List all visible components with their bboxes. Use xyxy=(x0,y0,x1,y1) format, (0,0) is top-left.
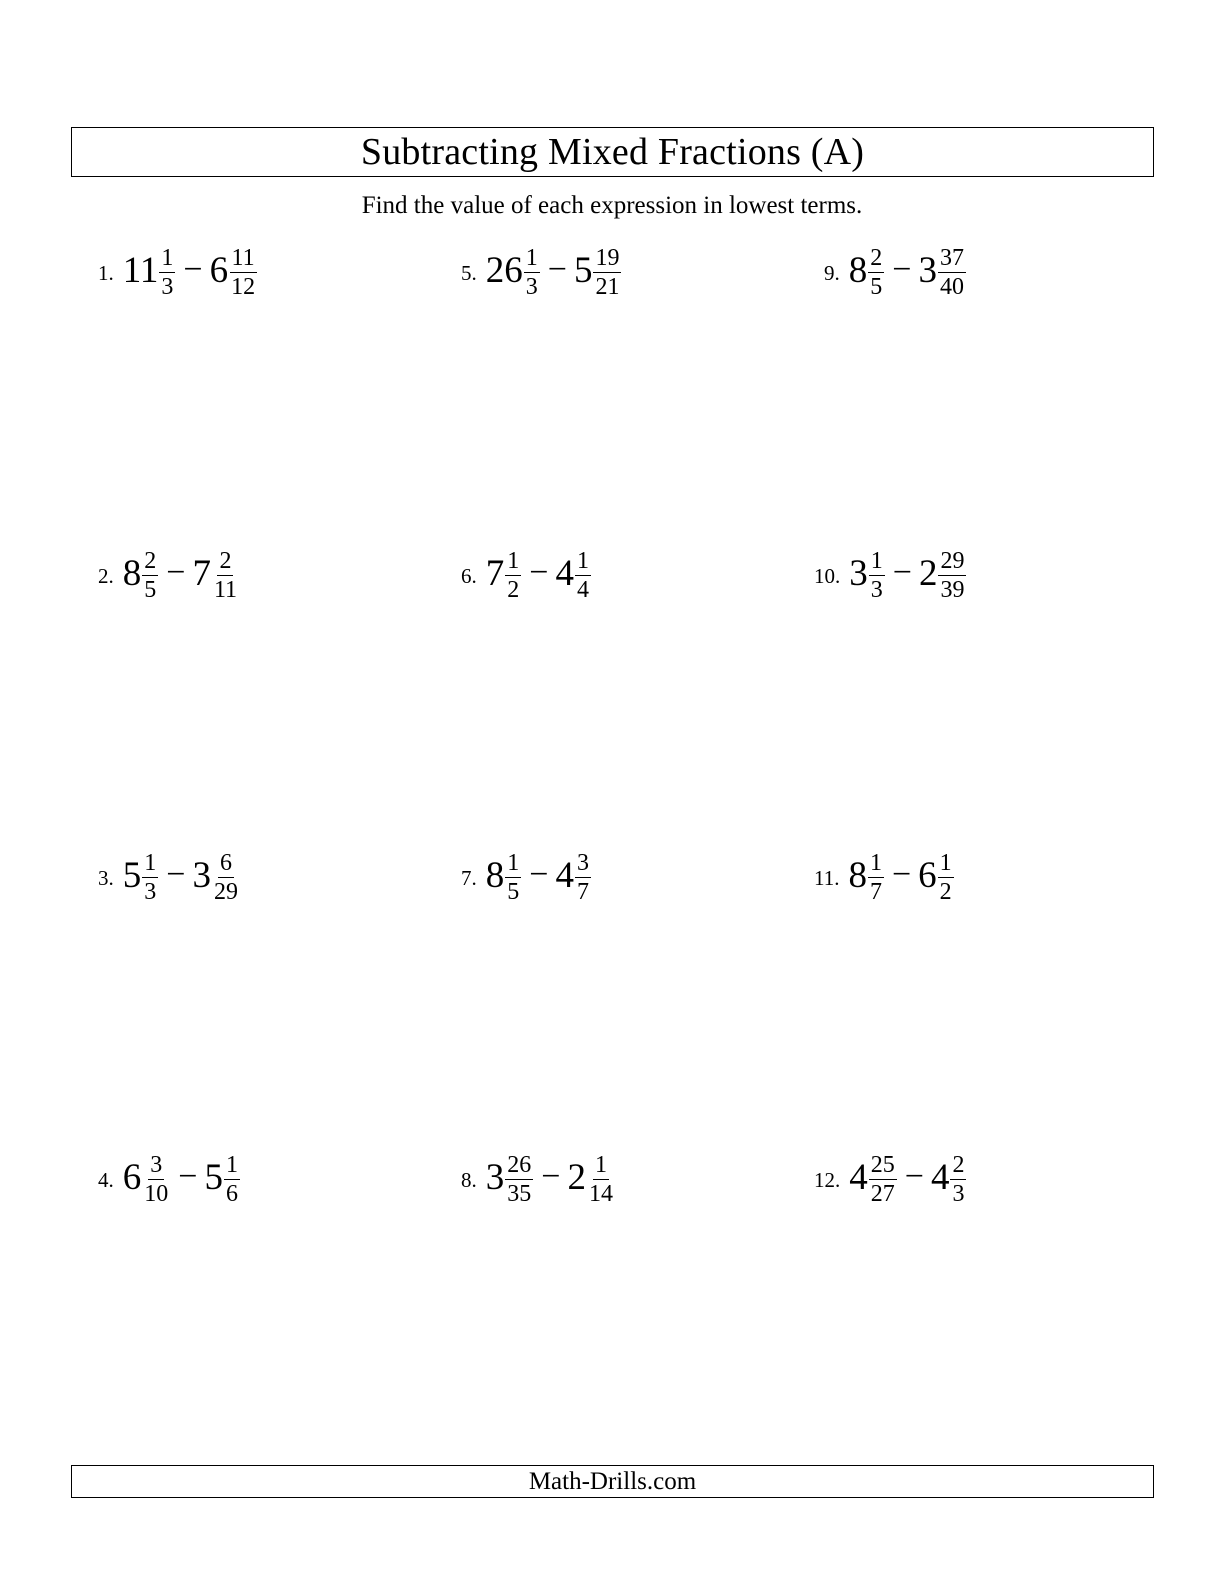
denominator: 5 xyxy=(507,878,520,905)
denominator: 11 xyxy=(213,576,238,603)
fraction xyxy=(587,1153,615,1206)
numerator: 26 xyxy=(507,1151,532,1178)
problem-number: 9. xyxy=(824,260,840,285)
numerator: 1 xyxy=(507,547,520,574)
whole-part: 8 xyxy=(122,552,142,594)
problem-8 xyxy=(461,1147,616,1207)
numerator: 6 xyxy=(219,849,232,876)
fraction xyxy=(575,549,591,602)
fraction xyxy=(505,549,521,602)
minus-sign: − xyxy=(529,856,549,893)
problem-number: 4. xyxy=(98,1167,114,1192)
fraction xyxy=(142,1153,170,1206)
expression xyxy=(122,849,241,905)
whole-part: 4 xyxy=(849,1156,868,1198)
whole-part: 3 xyxy=(485,1156,505,1198)
numerator: 11 xyxy=(231,244,255,271)
numerator: 2 xyxy=(144,547,157,574)
denominator: 6 xyxy=(225,1180,238,1207)
problem-number: 1. xyxy=(98,260,114,285)
expression xyxy=(485,1151,616,1207)
denominator: 5 xyxy=(870,273,883,300)
whole-part: 7 xyxy=(485,552,505,594)
minus-sign: − xyxy=(166,856,186,893)
fraction xyxy=(142,851,158,904)
denominator: 29 xyxy=(213,878,238,905)
problem-9 xyxy=(824,240,967,300)
problem-6 xyxy=(461,543,592,603)
whole-part: 6 xyxy=(209,249,229,291)
problem-number: 11. xyxy=(814,865,840,890)
numerator: 3 xyxy=(576,849,589,876)
fraction xyxy=(224,1153,240,1206)
whole-part: 4 xyxy=(930,1156,950,1198)
whole-part: 8 xyxy=(485,854,505,896)
fraction xyxy=(159,246,175,299)
whole-part: 3 xyxy=(192,854,211,896)
numerator: 37 xyxy=(939,244,964,271)
whole-part: 26 xyxy=(485,249,523,291)
minus-sign: − xyxy=(529,554,549,591)
problem-11 xyxy=(814,845,955,905)
problem-7 xyxy=(461,845,592,905)
minus-sign: − xyxy=(183,251,203,288)
expression xyxy=(122,1151,241,1207)
expression xyxy=(849,547,967,603)
denominator: 3 xyxy=(525,273,538,300)
whole-part: 5 xyxy=(122,854,142,896)
whole-part: 11 xyxy=(122,249,159,291)
denominator: 21 xyxy=(595,273,620,300)
numerator: 1 xyxy=(939,849,952,876)
numerator: 2 xyxy=(219,547,232,574)
problem-number: 6. xyxy=(461,563,477,588)
numerator: 19 xyxy=(595,244,620,271)
minus-sign: − xyxy=(892,554,912,591)
whole-part: 6 xyxy=(122,1156,142,1198)
page-title: Subtracting Mixed Fractions (A) xyxy=(360,131,865,173)
footer-box xyxy=(71,1465,1154,1498)
denominator: 35 xyxy=(507,1180,532,1207)
numerator: 25 xyxy=(870,1151,895,1178)
numerator: 1 xyxy=(225,1151,238,1178)
problem-number: 12. xyxy=(814,1167,841,1192)
expression xyxy=(848,849,954,905)
fraction xyxy=(142,549,158,602)
whole-part: 7 xyxy=(192,552,211,594)
fraction xyxy=(505,1153,533,1206)
fraction xyxy=(938,549,966,602)
fraction xyxy=(212,851,240,904)
problem-12 xyxy=(814,1147,967,1207)
whole-part: 2 xyxy=(918,552,938,594)
problem-number: 7. xyxy=(461,865,477,890)
numerator: 1 xyxy=(525,244,538,271)
expression xyxy=(485,244,623,300)
footer-site-name: Math-Drills.com xyxy=(528,1468,697,1495)
problem-number: 8. xyxy=(461,1167,477,1192)
numerator: 3 xyxy=(150,1151,163,1178)
expression xyxy=(485,547,592,603)
fraction xyxy=(593,246,621,299)
whole-part: 6 xyxy=(918,854,937,896)
denominator: 2 xyxy=(939,878,952,905)
denominator: 3 xyxy=(144,878,157,905)
whole-part: 4 xyxy=(555,552,574,594)
fraction xyxy=(869,549,885,602)
numerator: 1 xyxy=(870,547,883,574)
denominator: 4 xyxy=(576,576,589,603)
whole-part: 8 xyxy=(848,249,868,291)
problem-number: 3. xyxy=(98,865,114,890)
whole-part: 3 xyxy=(918,249,937,291)
denominator: 39 xyxy=(940,576,965,603)
denominator: 5 xyxy=(144,576,157,603)
numerator: 1 xyxy=(869,849,882,876)
denominator: 2 xyxy=(507,576,520,603)
denominator: 7 xyxy=(869,878,882,905)
problem-2 xyxy=(98,543,240,603)
minus-sign: − xyxy=(178,1158,198,1195)
title-box xyxy=(71,127,1154,177)
denominator: 7 xyxy=(576,878,589,905)
denominator: 40 xyxy=(939,273,964,300)
denominator: 10 xyxy=(144,1180,169,1207)
expression xyxy=(849,1151,967,1207)
minus-sign: − xyxy=(166,554,186,591)
whole-part: 8 xyxy=(848,854,867,896)
denominator: 3 xyxy=(870,576,883,603)
whole-part: 3 xyxy=(849,552,868,594)
fraction xyxy=(868,851,884,904)
fraction xyxy=(229,246,257,299)
problem-number: 2. xyxy=(98,563,114,588)
numerator: 1 xyxy=(576,547,589,574)
minus-sign: − xyxy=(892,251,912,288)
problem-1 xyxy=(98,240,258,300)
whole-part: 5 xyxy=(204,1156,223,1198)
whole-part: 5 xyxy=(573,249,593,291)
problem-5 xyxy=(461,240,622,300)
fraction xyxy=(950,1153,966,1206)
minus-sign: − xyxy=(891,856,912,893)
numerator: 1 xyxy=(507,849,520,876)
denominator: 27 xyxy=(870,1180,895,1207)
expression xyxy=(485,849,592,905)
denominator: 3 xyxy=(952,1180,965,1207)
fraction xyxy=(575,851,591,904)
whole-part: 4 xyxy=(555,854,574,896)
expression xyxy=(848,244,967,300)
instructions: Find the value of each expression in lowest terms. xyxy=(361,192,863,219)
problem-number: 10. xyxy=(814,563,841,588)
minus-sign: − xyxy=(547,251,567,288)
expression xyxy=(122,547,240,603)
numerator: 2 xyxy=(952,1151,965,1178)
numerator: 29 xyxy=(940,547,965,574)
numerator: 1 xyxy=(161,244,174,271)
fraction xyxy=(524,246,540,299)
problem-number: 5. xyxy=(461,260,477,285)
fraction xyxy=(212,549,239,602)
minus-sign: − xyxy=(541,1158,561,1195)
fraction xyxy=(505,851,521,904)
numerator: 2 xyxy=(870,244,883,271)
expression xyxy=(122,244,258,300)
fraction xyxy=(868,246,884,299)
denominator: 14 xyxy=(588,1180,613,1207)
problem-3 xyxy=(98,845,241,905)
numerator: 1 xyxy=(594,1151,607,1178)
fraction xyxy=(938,246,966,299)
problem-4 xyxy=(98,1147,241,1207)
denominator: 12 xyxy=(231,273,256,300)
whole-part: 2 xyxy=(567,1156,586,1198)
minus-sign: − xyxy=(904,1158,924,1195)
fraction xyxy=(938,851,954,904)
denominator: 3 xyxy=(161,273,174,300)
fraction xyxy=(869,1153,897,1206)
problem-10 xyxy=(814,543,967,603)
numerator: 1 xyxy=(144,849,157,876)
